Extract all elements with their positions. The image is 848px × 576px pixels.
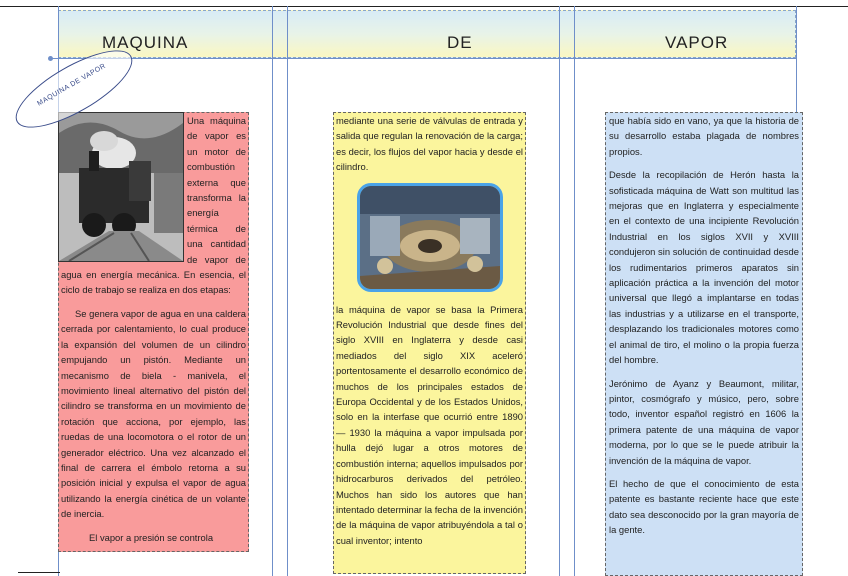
paragraph: El vapor a presión se controla (89, 531, 214, 543)
paragraph: El hecho de que el conocimiento de esta patente es bastante reciente hace que este dato sea desconocido por la gran mayoría de la gente. (609, 477, 799, 536)
guide-line-horizontal (50, 58, 796, 59)
title-word-vapor: VAPOR (665, 33, 729, 52)
text-frame-column-1 (58, 112, 249, 552)
title-word-maquina: MAQUINA (102, 33, 189, 52)
paragraph: Una máquina de vapor es un motor de combustión externa que transforma la energía térmica de una cantidad de vapor de agua en energía mecánica. En esencia, el ciclo de trabajo se realiza en dos etapas: (61, 115, 246, 296)
guide-line (574, 6, 575, 576)
page-edge-mark (18, 572, 60, 573)
guide-line (272, 6, 273, 576)
paragraph: que había sido en vano, ya que la historia de su desarrollo estaba plagada de nombres propios. (609, 115, 799, 157)
guide-line (559, 6, 560, 576)
paragraph: Desde la recopilación de Herón hasta la sofisticada máquina de Watt son multitud las mejoras que en Inglaterra y especialmente en el contexto de una incipiente Revolución Industrial en los siglos XVII y XVIII condujeron sin solución de continuidad desde los rudimentarios primeros aparatos sin aplicación práctica a la invención del motor universal que llegó a implantarse en todas las industrias y a utilizarse en el transporte, desplazando los tradicionales motores como el animal de tiro, el molino o la propia fuerza del hombre. (609, 169, 799, 366)
paragraph: la máquina de vapor se basa la Primera Revolución Industrial que desde fines del siglo XVIII en Inglaterra y desde casi mediados del siglo XIX aceleró portentosamente el desarrollo económico de muchos de los principales estados de Europa Occidental y de los Estados Unidos, solo en la interfase que ocurrió entre 1890 — 1930 la máquina a vapor impulsada por hulla dejó lugar a otros motores de combustión interna; aquellos impulsados por hidrocarburos derivados del petróleo. Muchos han sido los autores que han intentado determinar la fecha de la invención de la máquina de vapor atribuyéndola a tal o cual inventor; intento (336, 303, 523, 546)
engine-mechanism-photo (357, 183, 503, 292)
paragraph: mediante una serie de válvulas de entrada y salida que regulan la renovación de la carga; es decir, los flujos del vapor hacia y desde el cilindro. (336, 115, 523, 173)
locomotive-photo (58, 112, 184, 262)
paragraph: Se genera vapor de agua en una caldera cerrada por calentamiento, lo cual produce la expansión del volumen de un cilindro empujando un pistón. Mediante un mecanismo de biela - manivela, el movimiento lineal alternativo del pistón del cilindro se transforma en un movimiento de rotación que acciona, por ejemplo, las ruedas de una locomotora o el rotor de un generador eléctrico. Una vez alcanzado el final de carrera el émbolo retorna a su posición inicial y expulsa el vapor de agua utilizando la energía cinética de un volante de inercia. (61, 307, 246, 520)
text-frame-column-2 (333, 112, 526, 574)
guide-anchor (48, 56, 53, 61)
top-rule (0, 6, 848, 7)
text-frame-column-3 (605, 112, 803, 576)
ellipse-label: MAQUINA DE VAPOR (36, 62, 108, 108)
guide-line (287, 6, 288, 576)
paragraph: Jerónimo de Ayanz y Beaumont, militar, pintor, cosmógrafo y músico, pero, sobre todo, inventor español registró en 1606 la primera patente de una máquina de vapor moderna, por lo que se le puede atribuir la invención de la máquina de vapor. (609, 377, 799, 466)
title-word-de: DE (447, 33, 473, 52)
